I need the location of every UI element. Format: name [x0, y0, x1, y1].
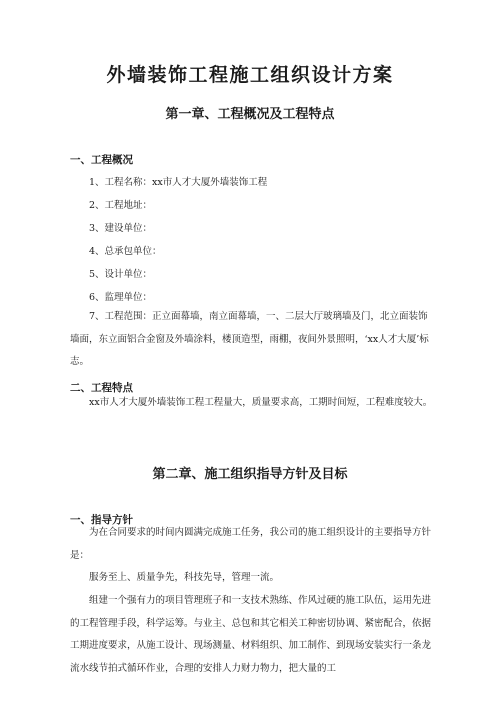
section-overview-heading: 一、工程概况 — [70, 154, 133, 166]
guideline-paragraph-1: 为在合同要求的时间内圆满完成施工任务，我公司的施工组织设计的主要指导方针是： — [70, 527, 432, 561]
section-features-heading: 二、工程特点 — [70, 382, 133, 394]
overview-item-7: 7、工程范围：正立面幕墙，南立面幕墙，一、二层大厅玻璃墙及门，北立面装饰墙面，东立面铝合金窗及外墙涂料，楼顶造型，雨棚，夜间外景照明，‘xx人才大厦’标志。 — [70, 311, 429, 367]
guideline-paragraph-2: 服务至上、质量争先，科技先导，管理一流。 — [89, 572, 280, 583]
chapter-1-heading: 第一章、工程概况及工程特点 — [165, 107, 335, 122]
document-title: 外墙装饰工程施工组织设计方案 — [106, 64, 394, 86]
guideline-paragraph-3: 组建一个强有力的项目管理班子和一支技术熟练、作风过硬的施工队伍，运用先进的工程管理手段，科学运筹。与业主、总包和其它相关工种密切协调、紧密配合，依据工期进度要求，从施工设计、现场测量、材料组织、加工制作、到现场安装实行一条龙流水线节拍式循环作业，合理的安排人力财力物力，把大量的工 — [70, 595, 432, 674]
section-guideline-heading: 一、指导方针 — [70, 514, 133, 526]
overview-item-1: 1、工程名称：xx市人才大厦外墙装饰工程 — [89, 177, 268, 188]
overview-item-5: 5、设计单位： — [89, 269, 153, 280]
overview-item-6: 6、监理单位： — [89, 292, 153, 303]
overview-item-3: 3、建设单位： — [89, 223, 153, 234]
features-paragraph: xx市人才大厦外墙装饰工程工程量大，质量要求高，工期时间短，工程难度较大。 — [89, 397, 433, 408]
overview-item-2: 2、工程地址： — [89, 200, 153, 211]
overview-item-4: 4、总承包单位： — [89, 246, 162, 257]
chapter-2-heading: 第二章、施工组织指导方针及目标 — [152, 467, 348, 482]
